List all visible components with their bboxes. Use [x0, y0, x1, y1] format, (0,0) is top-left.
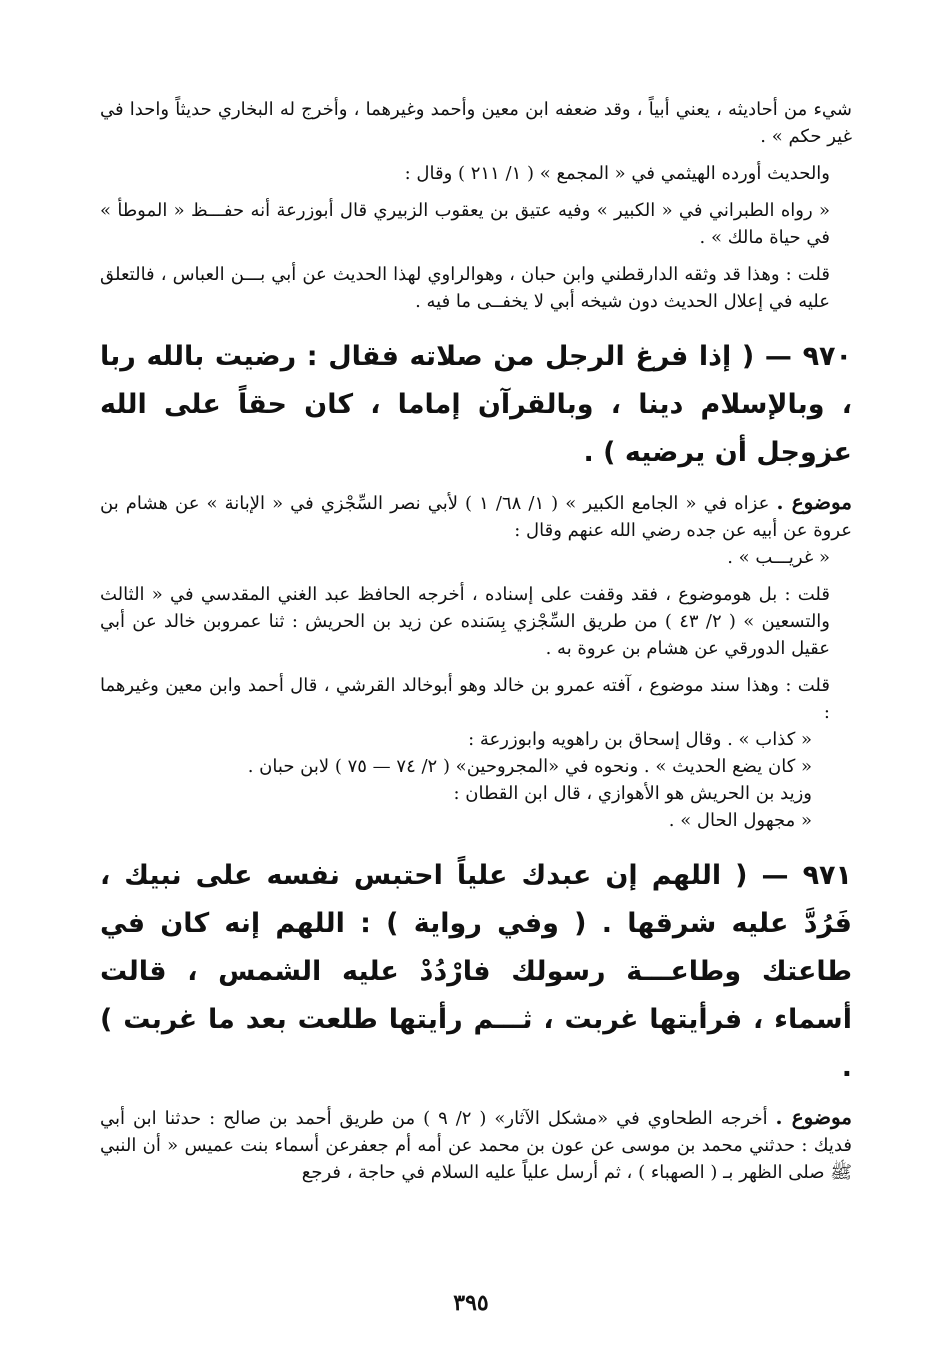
hadith-text: — ( اللهم إن عبدك علياً احتبس نفسه على نبيك ، فَرُدَّ عليه شرقها . ( وفي رواية ) : اللهم إنه كان في طاعتك وطاعـــة رسولك فارْدُدْ عليه الشمس ، قالت أسماء ، فرأيتها غربت ، ثـــم رأيتها طلعت بعد ما غربت ) .	[100, 860, 852, 1083]
paragraph-text: عزاه في « الجامع الكبير » ( ١/ ٦٨/ ١ ) لأبي نصر السِّجْزي في « الإبانة » عن هشام بن عروة عن أبيه عن جده رضي الله عنهم وقال :	[100, 493, 852, 541]
hadith-text: — ( إذا فرغ الرجل من صلاته فقال : رضيت بالله ربا ، وبالإسلام دينا ، وبالقرآن إماما ، كان حقاً على الله عزوجل أن يرضيه ) .	[100, 341, 852, 468]
hadith-971	[100, 852, 852, 1092]
paragraph: شيء من أحاديثه ، يعني أبياً ، وقد ضعفه ابن معين وأحمد وغيرهما ، وأخرج له البخاري حديثاً واحدا في غير حكم » .	[100, 99, 852, 147]
quotation: « مجهول الحال » .	[668, 810, 812, 831]
paragraph: والحديث أورده الهيثمي في « المجمع » ( ١/ ٢١١ ) وقال :	[404, 163, 830, 184]
paragraph	[100, 1104, 852, 1186]
paragraph-text: أخرجه الطحاوي في «مشكل الآثار» ( ٢/ ٩ ) من طريق أحمد بن صالح : حدثنا ابن أبي فديك : حدثني محمد بن موسى عن عون بن محمد عن أمه أم جعفرعن أسماء بنت عميس « أن النبي ﷺ صلى الظهر بـ ( الصهباء ) ، ثم أرسل علياً عليه السلام في حاجة ، فرجع	[100, 1108, 852, 1183]
document-page	[100, 96, 852, 1316]
quotation: « رواه الطبراني في « الكبير » وفيه عتيق بن يعقوب الزبيري قال أبوزرعة أنه حفـــظ « الموطأ » في حياة مالك » .	[100, 200, 830, 248]
quotation: « غريـــب » .	[727, 547, 830, 568]
quotation: « كان يضع الحديث » . ونحوه في «المجروحين» ( ٢/ ٧٤ — ٧٥ ) لابن حبان .	[247, 756, 812, 777]
paragraph: قلت : وهذا قد وثقه الدارقطني وابن حبان ، وهوالراوي لهذا الحديث عن أبي بـــن العباس ، فالتعلق عليه في إعلال الحديث دون شيخه أبي لا يخفــى ما فيه .	[100, 264, 830, 312]
grading-label: موضوع .	[775, 1105, 853, 1129]
page-number: ٣٩٥	[453, 1290, 489, 1316]
paragraph	[100, 489, 852, 544]
grading-label: موضوع .	[776, 490, 852, 514]
paragraph: قلت : بل هوموضوع ، فقد وقفت على إسناده ، أخرجه الحافظ عبد الغني المقدسي في « الثالث والتسعين » ( ٢/ ٤٣ ) من طريق السِّجْزي بِسَنده عن زيد بن الحريش : ثنا عمروبن خالد عن أبي عقيل الدورقي عن هشام بن عروة به .	[100, 584, 830, 659]
hadith-number: ٩٧١	[802, 860, 853, 891]
hadith-970	[100, 333, 852, 477]
paragraph: وزيد بن الحريش هو الأهوازي ، قال ابن القطان :	[453, 783, 812, 804]
quotation: « كذاب » . وقال إسحاق بن راهويه وابوزرعة :	[468, 729, 812, 750]
hadith-number: ٩٧٠	[802, 341, 853, 372]
paragraph: قلت : وهذا سند موضوع ، آفته عمرو بن خالد وهو أبوخالد القرشي ، قال أحمد وابن معين وغيرهما :	[100, 675, 830, 723]
